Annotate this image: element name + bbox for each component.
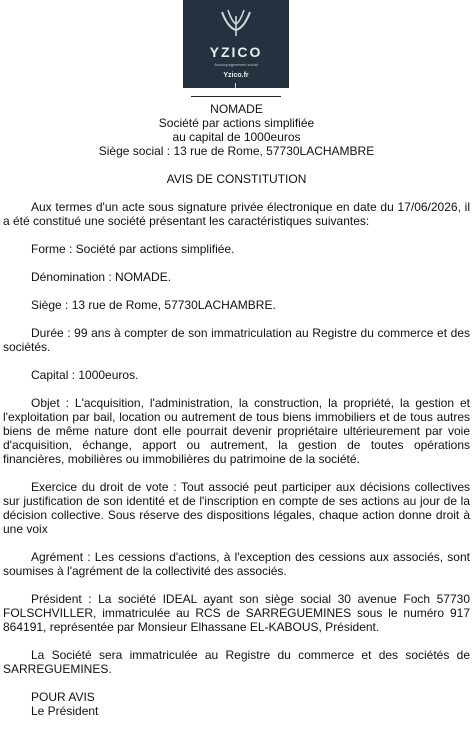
company-form: Société par actions simplifiée [158,116,315,130]
paragraph-vote: Exercice du droit de vote : Tout associé peut participer aux décisions collectives sur justification de son identité et de l'inscription en compte de ses actions au jour de la décision collective. Sous réserve des dispositions légales, chaque action donne droit à une voix [3,480,470,536]
closing-pour-avis: POUR AVIS [31,690,95,704]
legal-notice [0,102,473,718]
company-capital: au capital de 1000euros [172,130,301,144]
logo-brand: YZICO [209,44,263,60]
logo-tagline: Accompagnement social [214,62,258,67]
logo-emblem-icon [218,6,254,40]
company-logo [183,0,289,88]
notice-title: AVIS DE CONSTITUTION [166,172,307,186]
paragraph-siege: Siège : 13 rue de Rome, 57730LACHAMBRE. [31,298,276,312]
paragraph-president: Président : La société IDEAL ayant son siège social 30 avenue Foch 57730 FOLSCHVILLER, immatriculée au RCS de SARREGUEMINES sous le numéro 917 864191, représentée par Monsieur Elhassane EL-KABOUS, Président. [3,592,470,634]
paragraph-forme: Forme : Société par actions simplifiée. [31,242,235,256]
paragraph-capital: Capital : 1000euros. [31,368,139,382]
paragraph-immatriculation: La Société sera immatriculée au Registre du commerce et des sociétés de SARREGUEMINES. [3,648,470,676]
paragraph-agrement: Agrément : Les cessions d'actions, à l'exception des cessions aux associés, sont soumises à l'agrément de la collectivité des associés. [3,550,470,578]
paragraph-intro: Aux termes d'un acte sous signature privée électronique en date du 17/06/2026, il a été constitué une société présentant les caractéristiques suivantes: [3,200,470,228]
logo-divider [235,83,236,88]
closing-signatory: Le Président [31,704,99,718]
logo-url: Yzico.fr [223,72,249,79]
paragraph-denomination: Dénomination : NOMADE. [31,270,172,284]
company-name: NOMADE [210,102,263,116]
company-siege: Siège social : 13 rue de Rome, 57730LACHAMBRE [98,144,375,158]
paragraph-objet: Objet : L'acquisition, l'administration, la construction, la propriété, la gestion et l'exploitation par bail, location ou autrement de tous biens immobiliers et de tous autres biens de même nature dont elle pourrait devenir propriétaire ultérieurement par voie d'acquisition, échange, apport ou autrement, la gestion de toutes opérations financières, mobilières ou immobilières du patrimoine de la société. [3,396,470,466]
paragraph-duree: Durée : 99 ans à compter de son immatriculation au Registre du commerce et des sociétés. [3,326,470,354]
header-rule [191,96,281,97]
